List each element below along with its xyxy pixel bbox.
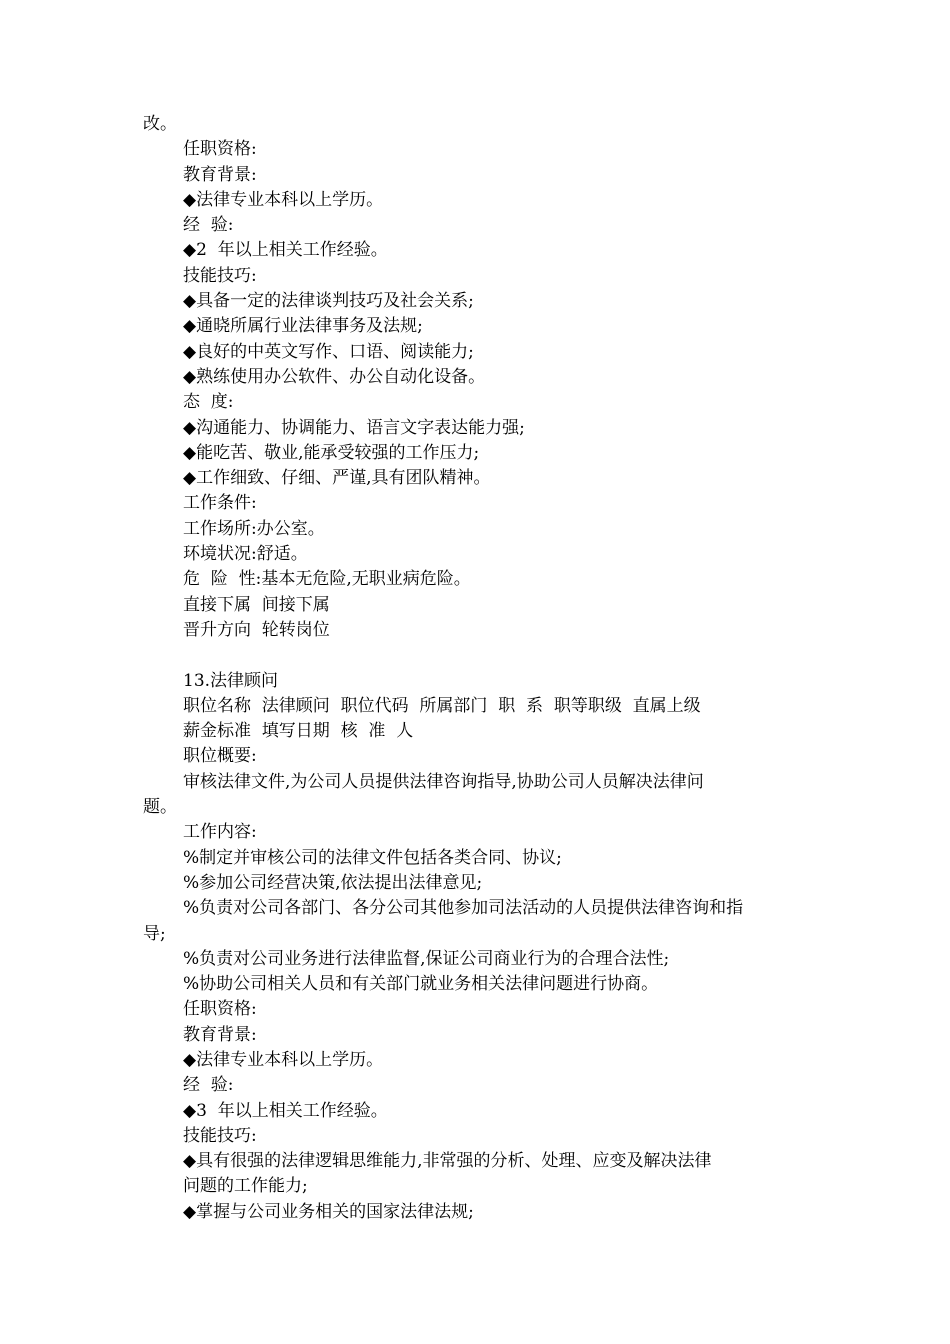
- text-line: %负责对公司各部门、各分公司其他参加司法活动的人员提供法律咨询和指: [183, 898, 744, 919]
- text-line: 职位名称 法律顾问 职位代码 所属部门 职 系 职等职级 直属上级: [183, 695, 701, 716]
- text-line: 工作条件:: [183, 493, 257, 514]
- text-line: 态 度:: [183, 392, 234, 413]
- text-line: 危 险 性:基本无危险,无职业病危险。: [183, 569, 471, 590]
- text-line: 问题的工作能力;: [183, 1176, 308, 1197]
- text-line: 职位概要:: [183, 746, 257, 767]
- text-line: 题。: [143, 797, 177, 818]
- text-line: 审核法律文件,为公司人员提供法律咨询指导,协助公司人员解决法律问: [183, 771, 704, 792]
- text-line: 工作内容:: [183, 822, 257, 843]
- text-line: ◆良好的中英文写作、口语、阅读能力;: [183, 341, 474, 362]
- text-line: ◆熟练使用办公软件、办公自动化设备。: [183, 366, 486, 387]
- text-line: 导;: [143, 923, 166, 944]
- text-line: ◆法律专业本科以上学历。: [183, 1049, 384, 1070]
- text-line: ◆具备一定的法律谈判技巧及社会关系;: [183, 291, 474, 312]
- text-line: 晋升方向 轮转岗位: [183, 619, 330, 640]
- text-line: ◆沟通能力、协调能力、语言文字表达能力强;: [183, 417, 525, 438]
- text-line: 直接下属 间接下属: [183, 594, 330, 615]
- text-line: %制定并审核公司的法律文件包括各类合同、协议;: [183, 847, 562, 868]
- text-line: ◆2 年以上相关工作经验。: [183, 240, 388, 261]
- text-line: 任职资格:: [183, 999, 257, 1020]
- text-line: ◆法律专业本科以上学历。: [183, 189, 384, 210]
- text-line: ◆工作细致、仔细、严谨,具有团队精神。: [183, 468, 491, 489]
- text-line: ◆通晓所属行业法律事务及法规;: [183, 316, 423, 337]
- text-line: %参加公司经营决策,依法提出法律意见;: [183, 872, 483, 893]
- text-line: 经 验:: [183, 1075, 234, 1096]
- text-line: ◆具有很强的法律逻辑思维能力,非常强的分析、处理、应变及解决法律: [183, 1151, 712, 1172]
- text-line: 13.法律顾问: [183, 670, 279, 691]
- text-line: ◆能吃苦、敬业,能承受较强的工作压力;: [183, 442, 480, 463]
- text-line: 经 验:: [183, 215, 234, 236]
- text-line: 薪金标准 填写日期 核 准 人: [183, 721, 414, 742]
- text-line: 改。: [143, 114, 177, 134]
- text-line: 教育背景:: [183, 164, 257, 185]
- text-line: 工作场所:办公室。: [183, 518, 325, 539]
- blank-line: [143, 643, 813, 668]
- text-line: %负责对公司业务进行法律监督,保证公司商业行为的合理合法性;: [183, 948, 670, 969]
- text-line: 技能技巧:: [183, 265, 257, 286]
- text-line: ◆掌握与公司业务相关的国家法律法规;: [183, 1201, 474, 1222]
- text-line: 技能技巧:: [183, 1125, 257, 1146]
- text-line: ◆3 年以上相关工作经验。: [183, 1100, 388, 1121]
- text-line: %协助公司相关人员和有关部门就业务相关法律问题进行协商。: [183, 974, 659, 995]
- text-line: 教育背景:: [183, 1024, 257, 1045]
- text-line: 任职资格:: [183, 139, 257, 160]
- text-line: 环境状况:舒适。: [183, 544, 308, 565]
- document-body: [143, 112, 813, 1225]
